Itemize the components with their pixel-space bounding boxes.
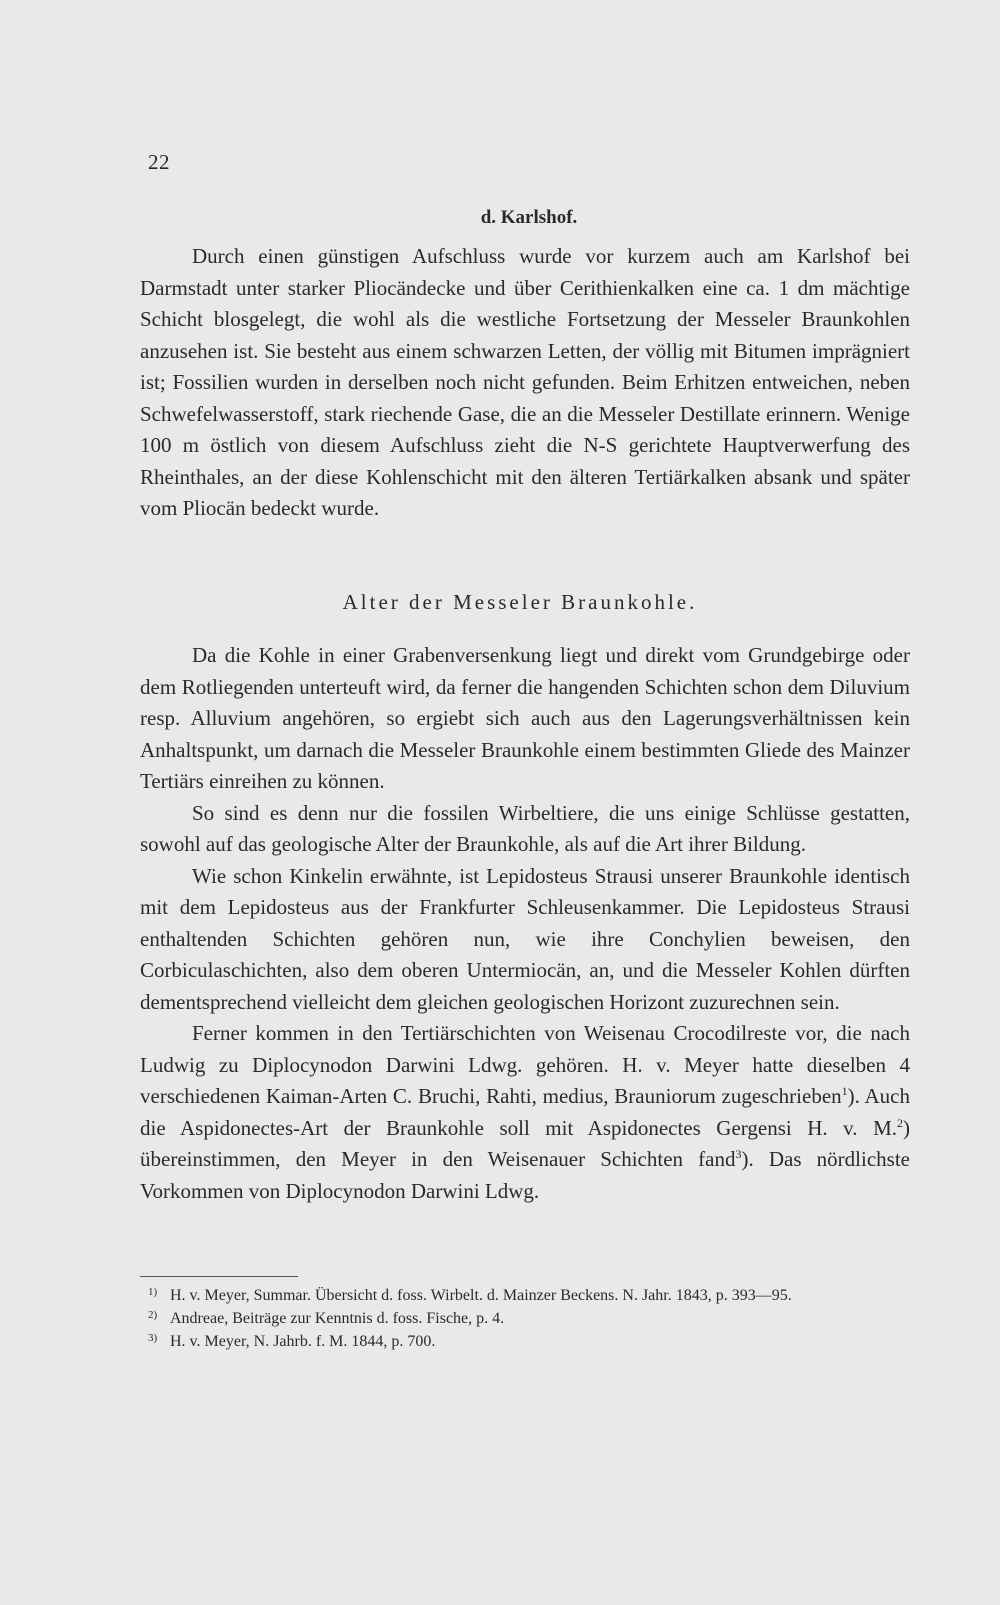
footnote [148,1330,908,1353]
section-heading: d. Karlshof. [480,207,578,228]
chapter-heading: Alter der Messeler Braunkohle. [342,590,698,614]
paragraph [140,1018,910,1207]
footnote-text: H. v. Meyer, N. Jahrb. f. M. 1844, p. 700. [170,1333,436,1350]
page-number: 22 [148,150,170,174]
footnote-ref: 2 [897,1115,903,1130]
body-block-alter [140,640,910,1207]
footnote [148,1284,908,1307]
paragraph-text: ) übereinstimmen, den Meyer in den Weisenauer Schichten fand [140,1115,910,1171]
paragraph-text: Ferner kommen in den Tertiärschichten von Weisenau Crocodilreste vor, die nach Ludwig zu Diplocynodon Darwini Ldwg. gehören. H. v. Meyer hatte dieselben 4 verschiedenen Kaiman-Arten C. Bruchi, Rahti, medius, Brauniorum zugeschrieben [140,1021,910,1108]
paragraph-text: ). Das nördlichste Vorkommen von Diplocynodon Darwini Ldwg. [140,1147,910,1203]
paragraph: Wie schon Kinkelin erwähnte, ist Lepidosteus Strausi unserer Braunkohle identisch mit dem Lepidosteus aus der Frankfurter Schleusenkammer. Die Lepidosteus Strausi enthaltenden Schichten gehören nun, wie ihre Conchylien beweisen, den Corbiculaschichten, also dem oberen Untermiocän, an, und die Messeler Kohlen dürften dementsprechend vielleicht dem gleichen geologischen Horizont zuzurechnen sein. [140,863,910,1014]
footnote-ref: 1 [841,1084,848,1098]
footnote-mark: 2) [148,1309,158,1321]
paragraph-text: ). Auch die Aspidonectes-Art der Braunkohle soll mit Aspidonectes Gergensi H. v. M. [140,1084,910,1140]
footnote-ref: 3 [735,1147,742,1161]
footnote-mark: 3) [148,1332,158,1344]
footnote-mark: 1) [148,1286,158,1298]
footnotes [148,1284,908,1353]
paragraph: So sind es denn nur die fossilen Wirbeltiere, die uns einige Schlüsse gestatten, sowohl auf das geologische Alter der Braunkohle, als auf die Art ihrer Bildung. [140,800,910,856]
body-block-karlshof [140,241,910,525]
footnote-text: H. v. Meyer, Summar. Übersicht d. foss. Wirbelt. d. Mainzer Beckens. N. Jahr. 1843, p. 393—95. [170,1287,792,1304]
footnote-divider [140,1276,298,1277]
footnote-text: Andreae, Beiträge zur Kenntnis d. foss. Fische, p. 4. [170,1310,505,1327]
paragraph: Durch einen günstigen Aufschluss wurde vor kurzem auch am Karlshof bei Darmstadt unter starker Pliocändecke und über Cerithienkalken eine ca. 1 dm mächtige Schicht blosgelegt, die wohl als die westliche Fortsetzung der Messeler Braunkohlen anzusehen ist. Sie besteht aus einem schwarzen Letten, der völlig mit Bitumen imprägniert ist; Fossilien wurden in derselben noch nicht gefunden. Beim Erhitzen entweichen, neben Schwefelwasserstoff, stark riechende Gase, die an die Messeler Destillate erinnern. Wenige 100 m östlich von diesem Aufschluss zieht die N-S gerichtete Hauptverwerfung des Rheinthales, an der diese Kohlenschicht mit den älteren Tertiärkalken absank und später vom Pliocän bedeckt wurde. [140,244,910,520]
footnote [148,1307,908,1330]
paragraph: Da die Kohle in einer Grabenversenkung liegt und direkt vom Grundgebirge oder dem Rotliegenden unterteuft wird, da ferner die hangenden Schichten schon dem Diluvium resp. Alluvium angehören, so ergiebt sich auch aus den Lagerungsverhältnissen kein Anhaltspunkt, um darnach die Messeler Braunkohle einem bestimmten Gliede des Mainzer Tertiärs einreihen zu können. [140,643,910,793]
